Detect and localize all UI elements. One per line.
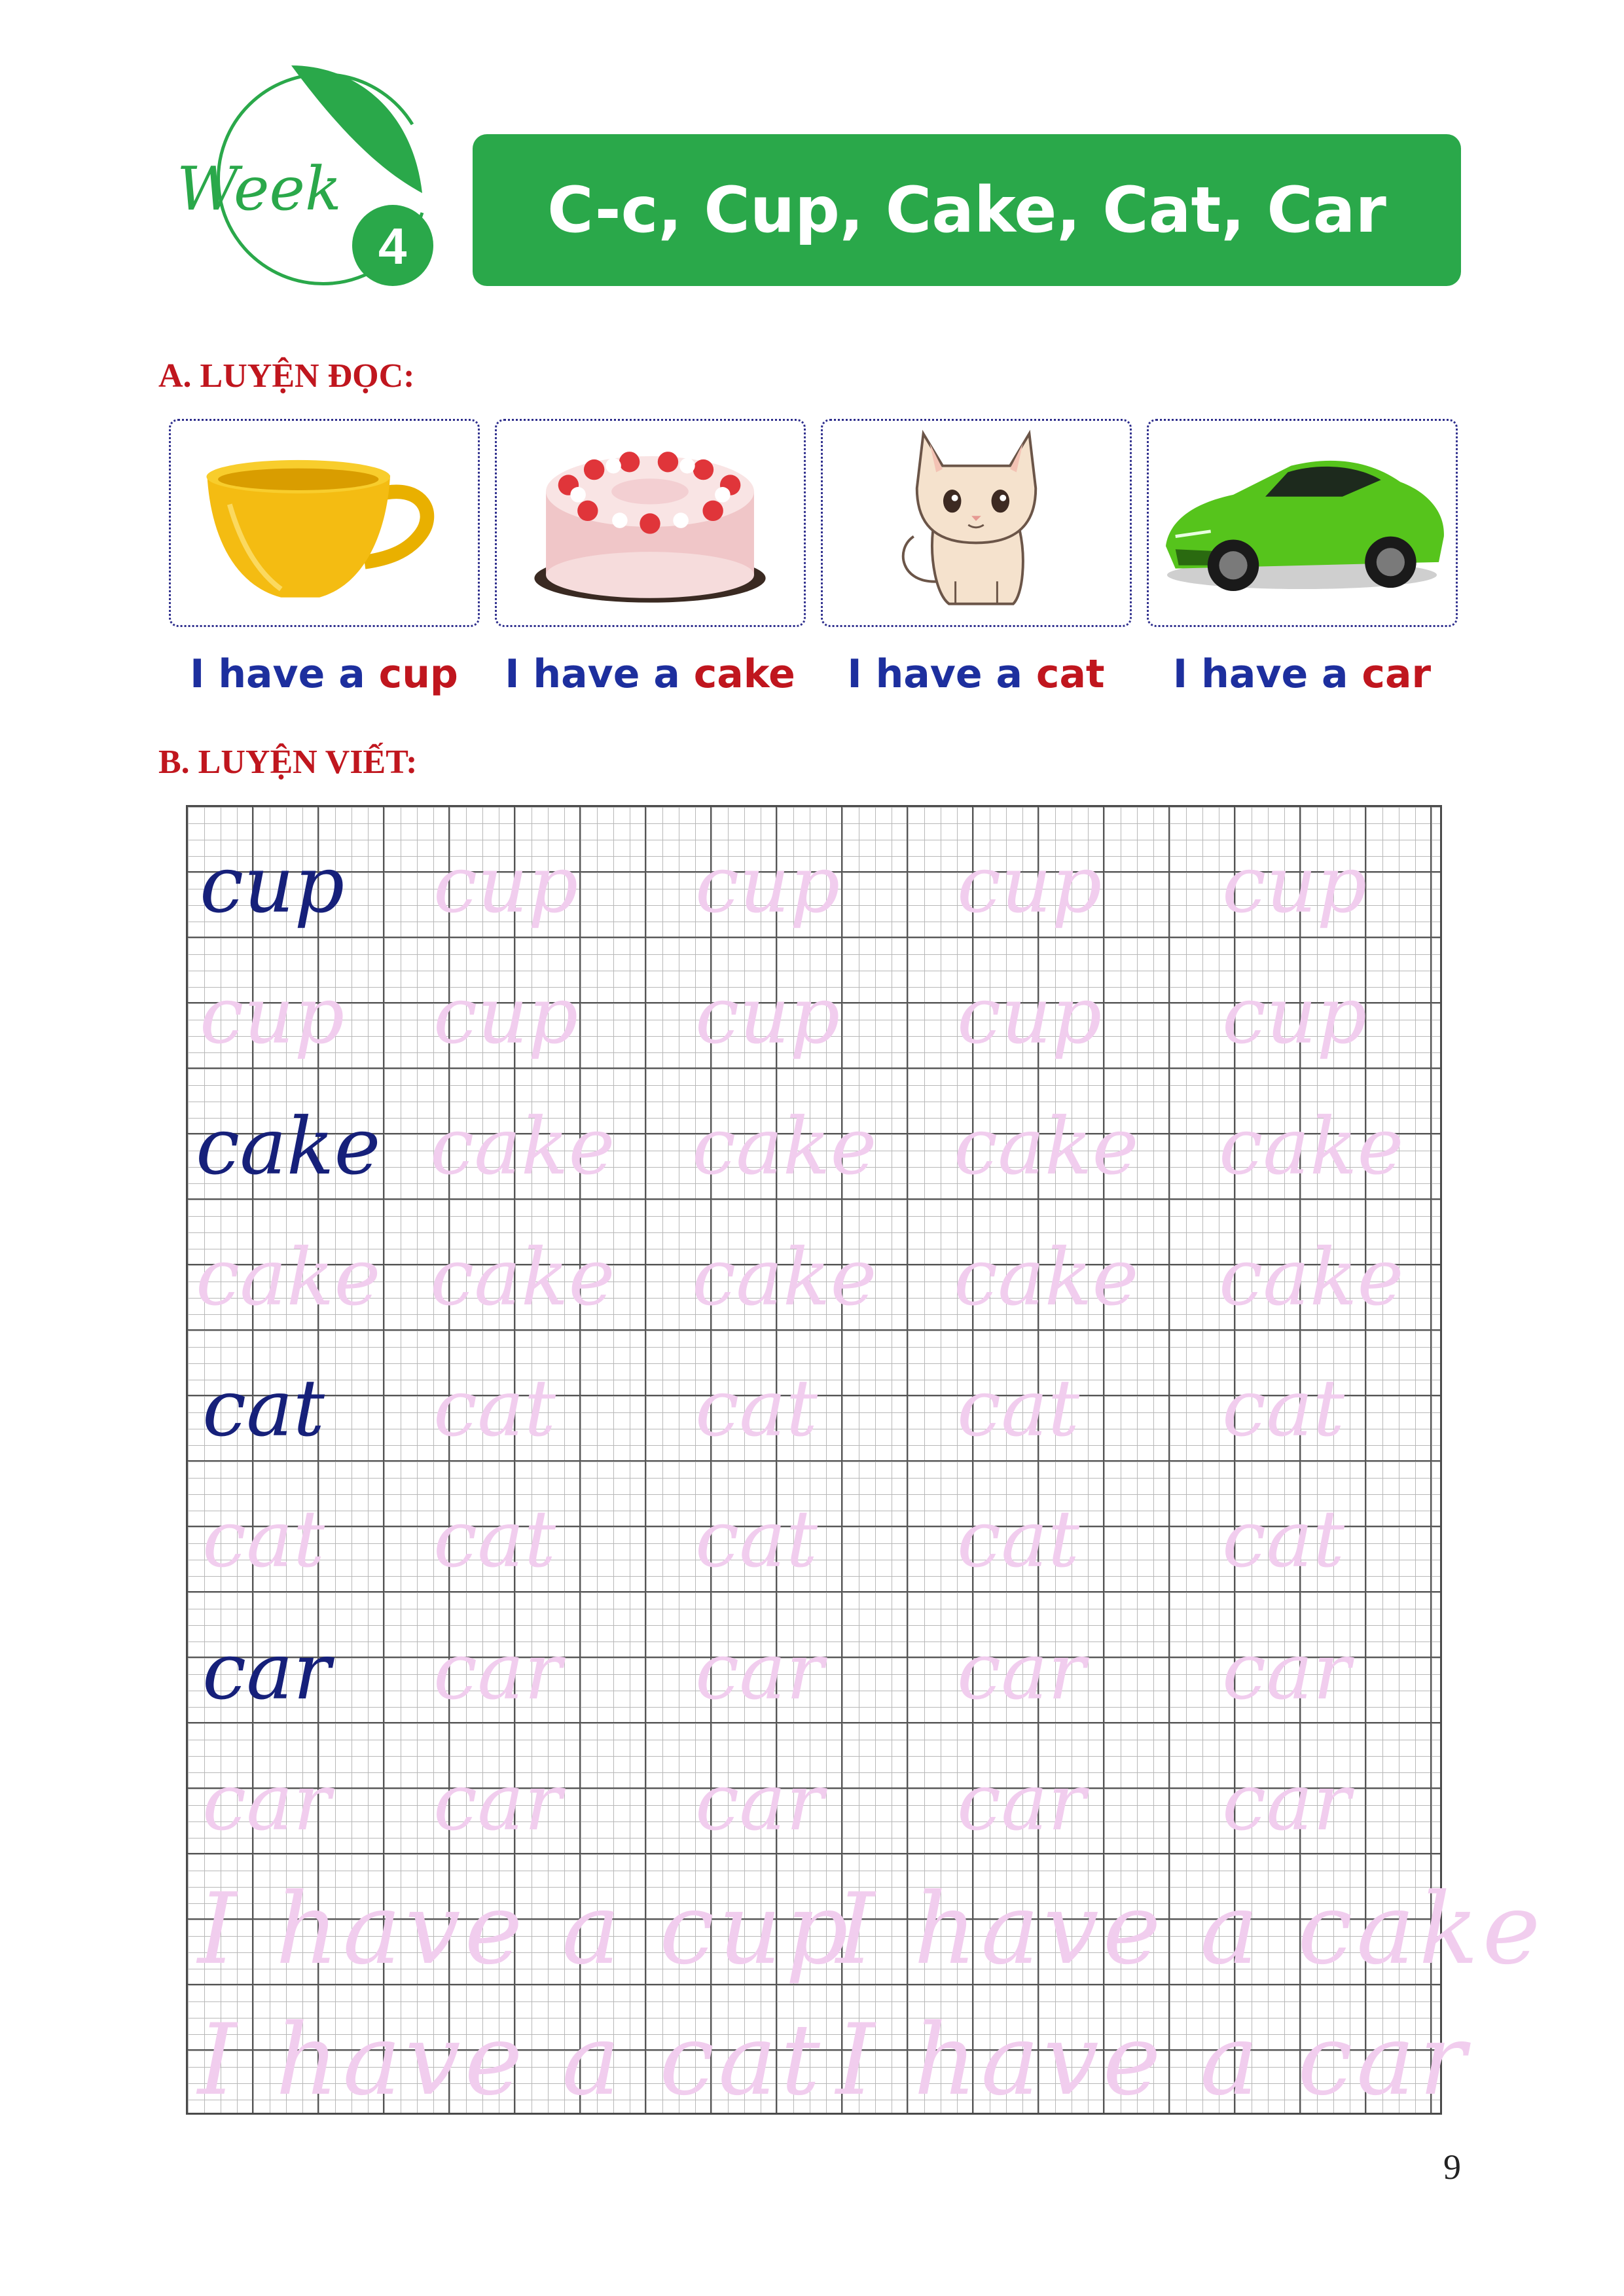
caption-prefix: I have a <box>1172 651 1362 697</box>
trace-word: cake <box>1219 1102 1404 1193</box>
caption-cup <box>160 651 488 697</box>
section-a-heading: A. LUYỆN ĐỌC: <box>158 357 415 395</box>
writing-grid <box>186 805 1545 2117</box>
caption-word: car <box>1362 651 1432 697</box>
trace-word: cake <box>954 1232 1139 1323</box>
model-word: cake <box>196 1102 381 1193</box>
trace-word: cup <box>695 840 840 931</box>
caption-prefix: I have a <box>847 651 1036 697</box>
trace-word: cake <box>430 1102 615 1193</box>
trace-sentence: I have a cat <box>198 2003 824 2117</box>
trace-word: cake <box>430 1232 615 1323</box>
caption-word: cup <box>378 651 458 697</box>
cat-image <box>823 421 1130 625</box>
trace-word: car <box>1222 1626 1351 1717</box>
trace-word: cat <box>202 1494 325 1585</box>
trace-word: car <box>202 1757 331 1848</box>
caption-car <box>1138 651 1466 697</box>
cup-image <box>171 421 478 625</box>
trace-word: cup <box>1222 840 1367 931</box>
model-word: cup <box>200 840 345 931</box>
trace-word: cup <box>957 971 1102 1062</box>
caption-word: cat <box>1036 651 1105 697</box>
caption-word: cake <box>693 651 795 697</box>
trace-word: cup <box>200 971 345 1062</box>
caption-cake <box>486 651 814 697</box>
cat-card <box>821 419 1132 627</box>
trace-sentence: I have a cake <box>836 1873 1545 1986</box>
page-title: C-c, Cup, Cake, Cat, Car <box>547 173 1386 247</box>
trace-word: cake <box>196 1232 381 1323</box>
trace-word: cup <box>1222 971 1367 1062</box>
trace-word: cake <box>954 1102 1139 1193</box>
trace-word: cat <box>433 1363 556 1454</box>
trace-word: car <box>957 1626 1086 1717</box>
trace-sentence: I have a cup <box>198 1873 852 1986</box>
cake-card <box>495 419 806 627</box>
caption-prefix: I have a <box>505 651 694 697</box>
trace-word: cat <box>433 1494 556 1585</box>
trace-word: cat <box>957 1363 1079 1454</box>
trace-word: cup <box>957 840 1102 931</box>
week-label: Week <box>177 154 342 224</box>
trace-word: car <box>433 1757 562 1848</box>
trace-word: car <box>1222 1757 1351 1848</box>
week-number: 4 <box>378 217 407 275</box>
trace-sentence: I have a car <box>836 2003 1470 2117</box>
trace-word: cup <box>433 840 579 931</box>
trace-word: cat <box>695 1494 818 1585</box>
page-number: 9 <box>1443 2147 1461 2187</box>
car-image <box>1149 421 1456 625</box>
title-banner <box>473 134 1461 286</box>
trace-word: cake <box>1219 1232 1404 1323</box>
trace-word: cup <box>433 971 579 1062</box>
trace-word: cat <box>1222 1494 1344 1585</box>
trace-word: car <box>695 1757 824 1848</box>
cake-image <box>497 421 804 625</box>
trace-word: cat <box>1222 1363 1344 1454</box>
week-badge <box>164 62 445 324</box>
trace-word: cat <box>957 1494 1079 1585</box>
trace-word: car <box>957 1757 1086 1848</box>
trace-word: cup <box>695 971 840 1062</box>
trace-word: car <box>433 1626 562 1717</box>
caption-prefix: I have a <box>190 651 379 697</box>
model-word: cat <box>202 1363 325 1454</box>
trace-word: cat <box>695 1363 818 1454</box>
trace-word: cake <box>692 1102 877 1193</box>
trace-word: car <box>695 1626 824 1717</box>
cup-card <box>169 419 480 627</box>
caption-cat <box>812 651 1140 697</box>
section-b-heading: B. LUYỆN VIẾT: <box>158 744 418 781</box>
model-word: car <box>202 1626 331 1717</box>
car-card <box>1147 419 1458 627</box>
trace-word: cake <box>692 1232 877 1323</box>
